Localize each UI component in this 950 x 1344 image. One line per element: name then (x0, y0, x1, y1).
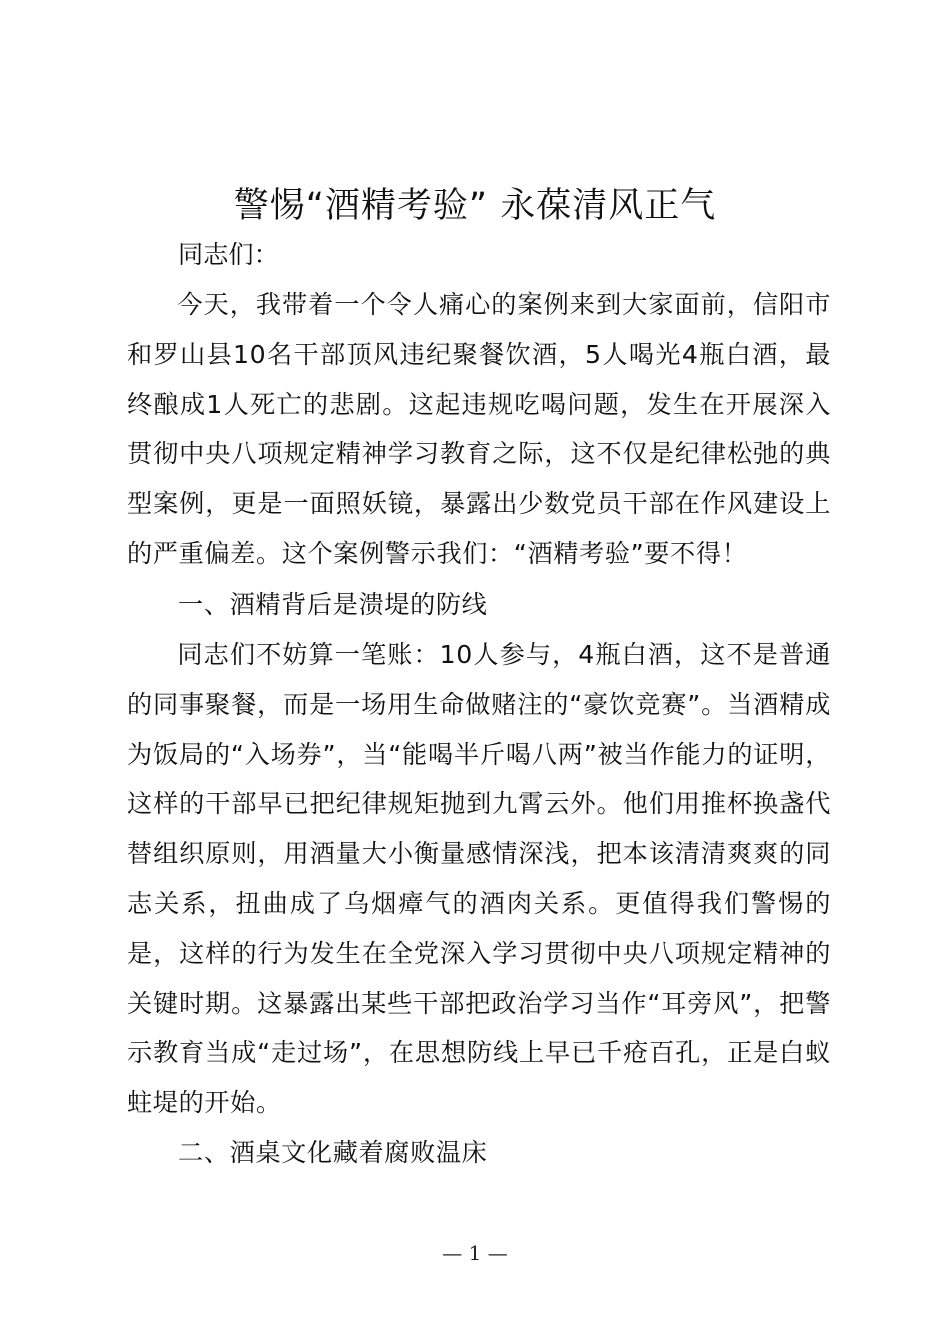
document-title: 警惕“酒精考验” 永葆清风正气 (233, 186, 717, 226)
section-heading-1: 一、酒精背后是溃堤的防线 (178, 590, 488, 619)
page-number: — 1 — (442, 1241, 508, 1265)
salutation: 同志们： (178, 240, 279, 269)
paragraph-intro: 今天，我带着一个令人痛心的案例来到大家面前，信阳市和罗山县10名干部顶风违纪聚餐饮酒，5人喝光4瓶白酒，最终酿成1人死亡的悲剧。这起违规吃喝问题，发生在开展深入贯彻中央八项规定精神学习教育之际，这不仅是纪律松弛的典型案例，更是一面照妖镜，暴露出少数党员干部在作风建设上的严重偏差。这个案例警示我们：“酒精考验”要不得！ (127, 290, 831, 568)
paragraph-section-1: 同志们不妨算一笔账：10人参与，4瓶白酒，这不是普通的同事聚餐，而是一场用生命做赌注的“豪饮竞赛”。当酒精成为饭局的“入场券”，当“能喝半斤喝八两”被当作能力的证明，这样的干部早已把纪律规矩抛到九霄云外。他们用推杯换盏代替组织原则，用酒量大小衡量感情深浅，把本该清清爽爽的同志关系，扭曲成了乌烟瘴气的酒肉关系。更值得我们警惕的是，这样的行为发生在全党深入学习贯彻中央八项规定精神的关键时期。这暴露出某些干部把政治学习当作“耳旁风”，把警示教育当成“走过场”，在思想防线上早已千疮百孔，正是白蚁蛀堤的开始。 (127, 640, 831, 1118)
section-heading-2: 二、酒桌文化藏着腐败温床 (178, 1138, 488, 1167)
